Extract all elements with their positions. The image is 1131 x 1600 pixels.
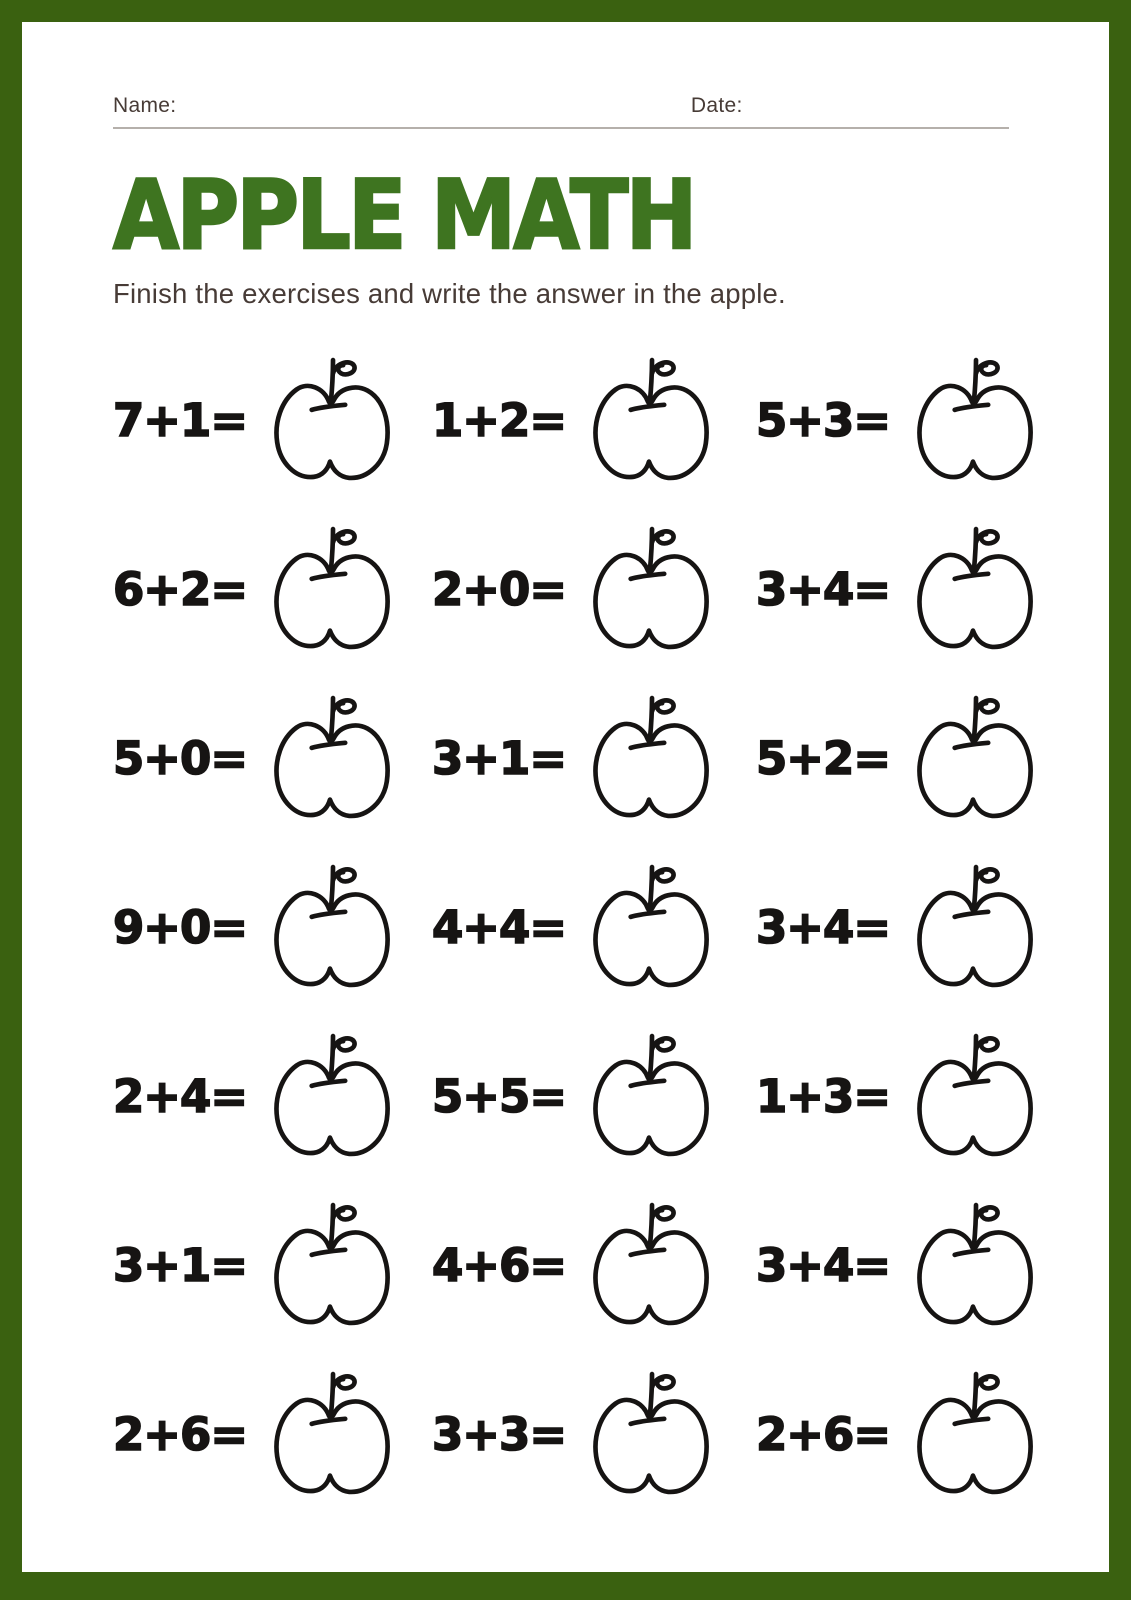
page-title: APPLE MATH xyxy=(113,161,695,271)
apple-icon xyxy=(271,1027,393,1161)
apple-icon xyxy=(914,1365,1036,1499)
problem-text: 5+3= xyxy=(756,394,891,447)
problem-text: 9+0= xyxy=(113,901,248,954)
problem-text: 2+6= xyxy=(756,1408,891,1461)
apple-icon xyxy=(914,1196,1036,1330)
apple-icon xyxy=(271,1196,393,1330)
apple-icon xyxy=(271,520,393,654)
problem-cell xyxy=(113,1181,432,1350)
problem-text: 3+4= xyxy=(756,1239,891,1292)
apple-icon xyxy=(914,520,1036,654)
apple-icon xyxy=(271,1365,393,1499)
problem-cell xyxy=(756,1181,1036,1350)
problem-cell xyxy=(432,1350,756,1519)
problem-cell xyxy=(432,1012,756,1181)
problem-text: 7+1= xyxy=(113,394,248,447)
problem-text: 6+2= xyxy=(113,563,248,616)
problem-cell xyxy=(432,1181,756,1350)
apple-icon xyxy=(590,1365,712,1499)
problem-cell xyxy=(113,674,432,843)
worksheet-content xyxy=(22,22,1109,1519)
header-row xyxy=(113,94,1009,120)
problem-text: 5+2= xyxy=(756,732,891,785)
problem-text: 1+2= xyxy=(432,394,567,447)
apple-icon xyxy=(590,689,712,823)
problem-text: 2+4= xyxy=(113,1070,248,1123)
apple-icon xyxy=(590,858,712,992)
problem-text: 4+4= xyxy=(432,901,567,954)
problem-text: 3+1= xyxy=(432,732,567,785)
apple-icon xyxy=(914,689,1036,823)
apple-icon xyxy=(271,858,393,992)
problem-cell xyxy=(432,843,756,1012)
problem-cell xyxy=(113,843,432,1012)
problems-grid xyxy=(113,336,1009,1519)
problem-cell xyxy=(113,1350,432,1519)
date-label: Date: xyxy=(690,94,743,117)
name-label: Name: xyxy=(113,94,177,117)
problem-cell xyxy=(756,336,1036,505)
problem-text: 3+4= xyxy=(756,563,891,616)
apple-icon xyxy=(590,351,712,485)
problem-text: 2+0= xyxy=(432,563,567,616)
problem-text: 5+5= xyxy=(432,1070,567,1123)
apple-icon xyxy=(590,1196,712,1330)
problem-cell xyxy=(432,505,756,674)
problem-text: 3+4= xyxy=(756,901,891,954)
problem-cell xyxy=(756,1012,1036,1181)
problem-cell xyxy=(113,1012,432,1181)
apple-icon xyxy=(590,520,712,654)
problem-text: 3+3= xyxy=(432,1408,567,1461)
problem-cell xyxy=(756,843,1036,1012)
problem-text: 4+6= xyxy=(432,1239,567,1292)
problem-text: 3+1= xyxy=(113,1239,248,1292)
apple-icon xyxy=(271,689,393,823)
problem-cell xyxy=(432,674,756,843)
apple-icon xyxy=(914,858,1036,992)
problem-cell xyxy=(756,505,1036,674)
problem-text: 5+0= xyxy=(113,732,248,785)
apple-icon xyxy=(914,351,1036,485)
problem-text: 2+6= xyxy=(113,1408,248,1461)
problem-cell xyxy=(756,1350,1036,1519)
problem-cell xyxy=(756,674,1036,843)
problem-cell xyxy=(113,336,432,505)
problem-cell xyxy=(113,505,432,674)
apple-icon xyxy=(271,351,393,485)
header-underline xyxy=(113,127,1009,129)
problem-text: 1+3= xyxy=(756,1070,891,1123)
problem-cell xyxy=(432,336,756,505)
page-subtitle: Finish the exercises and write the answer in the apple. xyxy=(113,278,786,309)
apple-icon xyxy=(914,1027,1036,1161)
apple-icon xyxy=(590,1027,712,1161)
